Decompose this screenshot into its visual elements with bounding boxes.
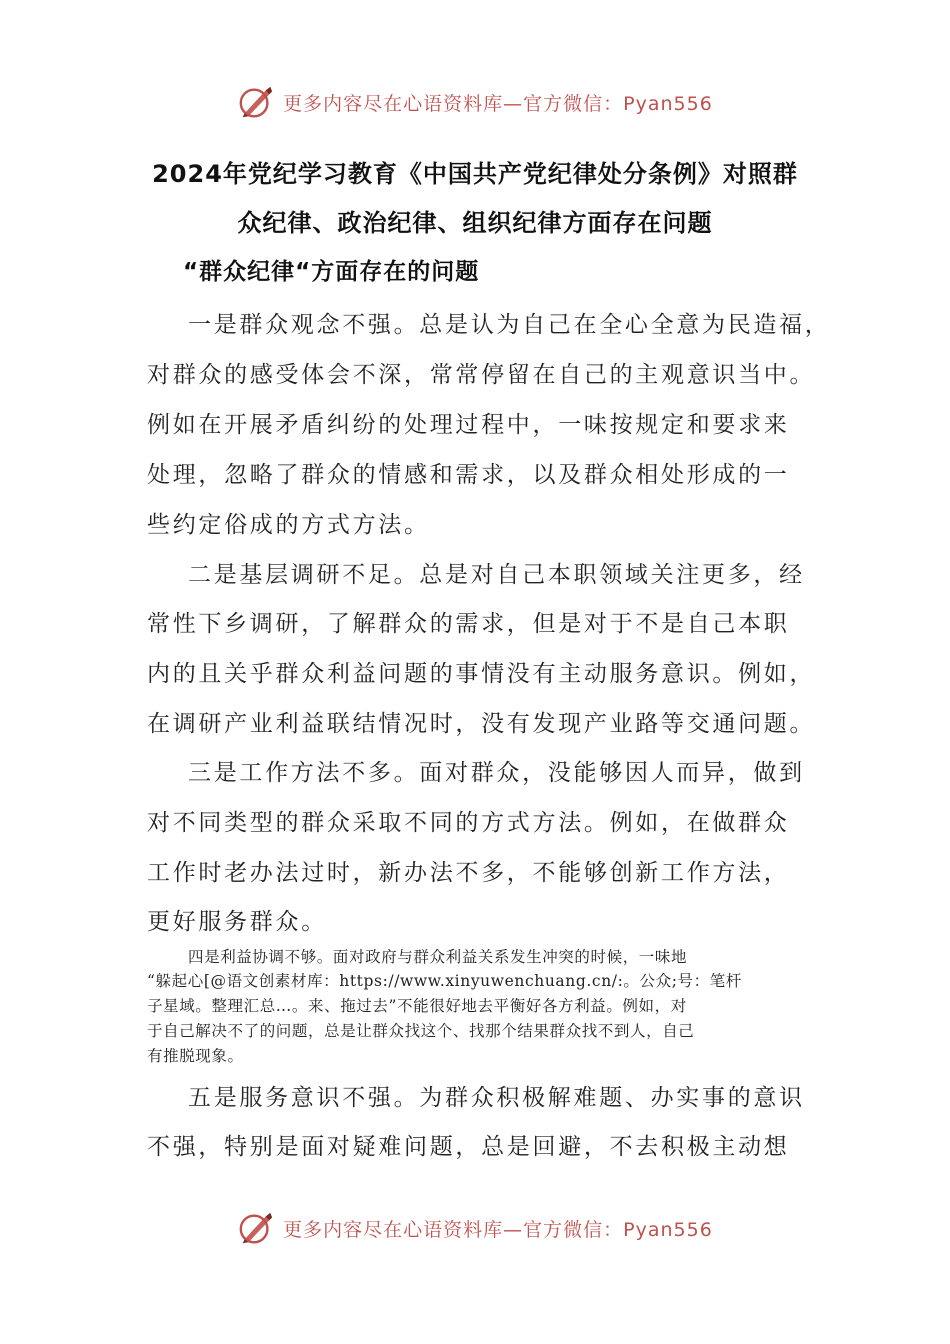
paragraph-5-line-2: 不强，特别是面对疑难问题，总是回避，不去积极主动想 <box>147 1134 790 1160</box>
document-title-line-2: 众纪律、政治纪律、组织纪律方面存在问题 <box>237 209 713 237</box>
paragraph-5-line-1: 五是服务意识不强。为群众积极解难题、办实事的意识 <box>188 1085 805 1111</box>
paragraph-1-line-2: 对群众的感受体会不深，常常停留在自己的主观意识当中。 <box>147 362 816 388</box>
paragraph-4-line-3: 子星域。整理汇总…。来、拖过去”不能很好地去平衡好各方利益。例如，对 <box>147 997 687 1015</box>
footer-watermark-banner <box>0 1206 950 1250</box>
paragraph-1-line-3: 例如在开展矛盾纠纷的处理过程中，一味按规定和要求来 <box>147 412 790 438</box>
document-title-line-1: 2024年党纪学习教育《中国共产党纪律处分条例》对照群 <box>152 160 798 188</box>
section-heading: “群众纪律“方面存在的问题 <box>183 259 480 285</box>
paragraph-4-line-1: 四是利益协调不够。面对政府与群众利益关系发生冲突的时候，一味地 <box>188 948 688 966</box>
paragraph-4-line-2: “躲起心[@语文创素材库：https://www.xinyuwenchuang.cn/:。公众;号：笔杆 <box>147 972 742 990</box>
paragraph-3-line-4: 更好服务群众。 <box>147 909 327 935</box>
paragraph-2-line-1: 二是基层调研不足。总是对自己本职领域关注更多，经 <box>188 562 805 588</box>
paragraph-1-line-4: 处理，忽略了群众的情感和需求，以及群众相处形成的一 <box>147 462 790 488</box>
header-watermark-banner <box>0 80 950 124</box>
banner-text: 更多内容尽在心语资料库—官方微信：Pyan556 <box>283 1218 713 1241</box>
paragraph-1-line-5: 些约定俗成的方式方法。 <box>147 512 430 538</box>
paragraph-2-line-3: 内的且关乎群众利益问题的事情没有主动服务意识。例如， <box>147 661 816 687</box>
paragraph-4-line-4: 于自己解决不了的问题，总是让群众找这个、找那个结果群众找不到人，自己 <box>147 1022 695 1040</box>
pen-logo-icon <box>237 83 275 121</box>
paragraph-3-line-2: 对不同类型的群众采取不同的方式方法。例如，在做群众 <box>147 810 790 836</box>
paragraph-2-line-2: 常性下乡调研，了解群众的需求，但是对于不是自己本职 <box>147 611 790 637</box>
banner-text: 更多内容尽在心语资料库—官方微信：Pyan556 <box>283 92 713 115</box>
pen-logo-icon <box>237 1209 275 1247</box>
paragraph-3-line-1: 三是工作方法不多。面对群众，没能够因人而异，做到 <box>188 760 805 786</box>
paragraph-1-line-1: 一是群众观念不强。总是认为自己在全心全意为民造福， <box>188 312 831 338</box>
paragraph-2-line-4: 在调研产业利益联结情况时，没有发现产业路等交通问题。 <box>147 711 816 737</box>
paragraph-3-line-3: 工作时老办法过时，新办法不多，不能够创新工作方法， <box>147 860 790 886</box>
paragraph-4-line-5: 有推脱现象。 <box>147 1047 244 1065</box>
